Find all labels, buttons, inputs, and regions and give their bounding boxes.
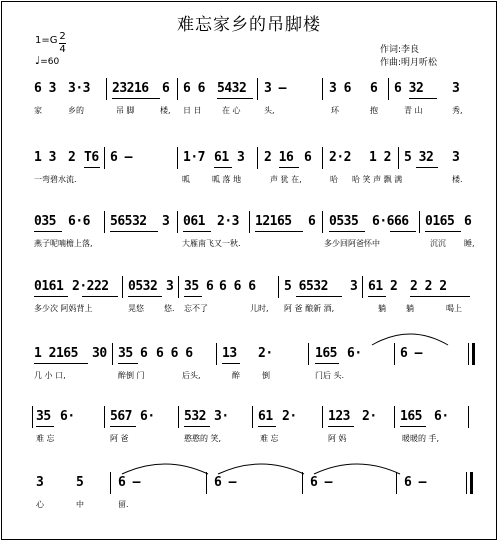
final-bar-line <box>472 343 475 365</box>
lyrics-line <box>32 499 476 511</box>
note-group: 6 6 6 <box>219 279 256 294</box>
note-group: 061 <box>183 214 205 229</box>
note-group: 6 3 <box>34 81 56 96</box>
underline <box>258 426 276 427</box>
note-group: 6 – <box>110 150 132 165</box>
bar-line <box>466 472 467 494</box>
key-signature: 1=G <box>35 35 58 46</box>
underline <box>34 363 88 364</box>
note-group: 6 <box>308 214 316 229</box>
underline <box>110 231 158 232</box>
note-group: 23216 <box>112 81 149 96</box>
note-group: 5 6532 <box>284 279 328 294</box>
bar-line <box>206 472 207 494</box>
bar-line <box>178 406 179 428</box>
note-group: 165 <box>315 346 337 361</box>
lyric: 难 忘 <box>36 434 55 443</box>
note-group: 2· <box>282 409 297 424</box>
notes-line <box>32 472 476 494</box>
lyric: 环 <box>331 106 339 115</box>
lyric: 阿 爸 酿新 酒, <box>284 304 335 313</box>
lyric: 倒 <box>262 371 270 380</box>
note-group: 2· <box>362 409 377 424</box>
bar-line <box>394 343 395 365</box>
lyric: 心 <box>36 500 44 509</box>
note-group: 13 <box>222 346 237 361</box>
note-group: 3 <box>350 279 358 294</box>
bar-line <box>322 406 323 428</box>
note-group: 3 <box>162 214 170 229</box>
bar-line <box>322 211 323 233</box>
note-group: 30 <box>92 346 107 361</box>
score-page <box>1 1 497 540</box>
lyrics-line <box>32 433 476 445</box>
lyric: 几 小 口, <box>34 371 66 380</box>
bar-line <box>177 78 178 100</box>
underline <box>315 363 339 364</box>
note-group: 567 <box>110 409 132 424</box>
note-group: 2 2 2 <box>410 279 447 294</box>
lyric: 抱 <box>370 106 378 115</box>
note-group: 0532 <box>128 279 158 294</box>
underline <box>329 231 365 232</box>
lyric: 乡的 <box>68 106 84 115</box>
lyric: 日 日 <box>183 106 202 115</box>
tempo-mark <box>35 54 59 67</box>
lyric: 留. <box>118 500 129 509</box>
lyric: 楼, <box>160 106 171 115</box>
underline <box>34 231 62 232</box>
lyric: 大雁南飞又一秋. <box>182 239 241 248</box>
bar-line <box>178 276 179 298</box>
underline <box>400 426 426 427</box>
bar-line <box>104 147 105 169</box>
underline <box>34 296 68 297</box>
bar-line <box>257 147 258 169</box>
bar-line <box>122 276 123 298</box>
underline <box>425 231 461 232</box>
note-group: 6 32 <box>394 81 424 96</box>
lyric: 哈 <box>330 175 338 184</box>
notes-line <box>32 211 476 233</box>
note-group: 123 <box>328 409 350 424</box>
note-group: 3· <box>214 409 229 424</box>
note-group: 3 <box>452 81 460 96</box>
underline <box>255 231 303 232</box>
underline <box>214 167 232 168</box>
bar-line <box>104 406 105 428</box>
lyric: 吊 脚 <box>116 106 135 115</box>
lyric: 青 山 <box>404 106 423 115</box>
quarter-note-icon: ♩ <box>35 54 41 67</box>
underline <box>328 426 354 427</box>
note-group: 35 6 <box>184 279 214 294</box>
underline <box>416 167 438 168</box>
underline <box>222 363 240 364</box>
lyric: 中 <box>76 500 84 509</box>
lyric: 一弯碧水流. <box>34 175 77 184</box>
lyric: 后头, <box>182 371 201 380</box>
lyric: 睡, <box>464 239 475 248</box>
bar-line <box>177 211 178 233</box>
lyric: 晃悠 <box>128 304 144 313</box>
note-group: 6 – <box>310 475 332 490</box>
note-group: 6 <box>304 150 312 165</box>
bar-line <box>177 147 178 169</box>
underline <box>217 98 253 99</box>
lyric: 哈 笑 声 飘 满 <box>352 175 403 184</box>
note-group: 6 <box>162 81 170 96</box>
time-signature <box>59 32 66 55</box>
note-group: 3 <box>237 150 245 165</box>
credits <box>380 44 437 70</box>
bar-line <box>419 211 420 233</box>
bar-line <box>308 343 309 365</box>
lyric: 头, <box>264 106 275 115</box>
bar-line <box>278 276 279 298</box>
lyricist-credit: 作词:李良 <box>380 45 420 55</box>
note-group: 6 – <box>118 475 140 490</box>
note-group: 6·666 <box>372 214 409 229</box>
note-group: 2 16 <box>264 150 294 165</box>
underline <box>110 426 136 427</box>
note-group: 2·2 <box>329 150 351 165</box>
bar-line <box>396 472 397 494</box>
bar-line <box>468 406 469 428</box>
note-group: 1 2165 <box>34 346 78 361</box>
meter-bottom: 4 <box>59 44 66 55</box>
note-group: 2· <box>258 346 273 361</box>
bar-line <box>394 406 395 428</box>
note-group: 2 <box>68 150 76 165</box>
lyrics-line <box>32 174 476 186</box>
lyric: 悠. <box>164 304 175 313</box>
note-group: 0161 <box>34 279 64 294</box>
bar-line <box>322 147 323 169</box>
lyric: 门后 头. <box>315 371 345 380</box>
bar-line <box>112 343 113 365</box>
lyrics-line <box>32 105 476 117</box>
notes-line <box>32 276 476 298</box>
lyric: 忘不了 <box>184 304 208 313</box>
note-group: 56532 <box>110 214 147 229</box>
lyric: 楼. <box>452 175 463 184</box>
bar-line <box>110 472 111 494</box>
lyric: 躺 <box>406 304 414 313</box>
lyric: 阿 爸 <box>110 434 129 443</box>
bar-line <box>257 78 258 100</box>
lyric: 躺 <box>378 304 386 313</box>
note-group: 6 – <box>400 346 422 361</box>
bar-line <box>322 78 323 100</box>
underline <box>184 296 202 297</box>
underline <box>368 296 386 297</box>
note-group: 6 <box>464 214 472 229</box>
note-group: 1 3 <box>34 150 56 165</box>
bar-line <box>252 406 253 428</box>
composer-credit: 作曲:明月听松 <box>380 58 438 68</box>
note-group: 3 – <box>264 81 286 96</box>
bar-line <box>302 472 303 494</box>
final-bar-line <box>470 472 473 494</box>
bar-line <box>362 276 363 298</box>
notes-line <box>32 147 476 169</box>
note-group: 6 6 6 <box>156 346 193 361</box>
note-group: 6·6 <box>68 214 90 229</box>
note-group: 6 – <box>404 475 426 490</box>
lyric: 沉沉 <box>430 239 446 248</box>
lyric: 家 <box>34 106 42 115</box>
note-group: 5432 <box>217 81 247 96</box>
bar-line <box>249 211 250 233</box>
underline <box>128 296 162 297</box>
note-group: 6· <box>140 409 155 424</box>
song-title: 难忘家乡的吊脚楼 <box>177 15 321 35</box>
lyric: 呱 <box>182 175 190 184</box>
note-group: 0165 <box>425 214 455 229</box>
note-group: 6 – <box>214 475 236 490</box>
lyric: 阿 妈 <box>328 434 347 443</box>
note-group: 6· <box>347 346 362 361</box>
underline <box>296 296 342 297</box>
lyric: 醉倒 门 <box>118 371 145 380</box>
note-group: 35 6 <box>118 346 148 361</box>
lyrics-line <box>32 238 476 250</box>
lyric: 难 忘 <box>260 434 279 443</box>
note-group: T6 <box>84 150 99 165</box>
underline <box>82 296 118 297</box>
underline <box>112 98 160 99</box>
note-group: 5 32 <box>404 150 434 165</box>
lyric: 儿时, <box>250 304 269 313</box>
lyric: 燕子呢喃檐上落, <box>34 239 93 248</box>
lyric: 多少回阿爸怀中 <box>324 239 380 248</box>
note-group: 2·222 <box>72 279 109 294</box>
lyric: 在 心 <box>222 106 241 115</box>
note-group: 035 <box>34 214 56 229</box>
lyric: 呱 落 地 <box>212 175 242 184</box>
note-group: 6· <box>434 409 449 424</box>
underline <box>183 231 211 232</box>
underline <box>118 363 138 364</box>
bar-line <box>216 343 217 365</box>
bar-line <box>104 211 105 233</box>
notes-line <box>32 78 476 100</box>
lyric: 憨憨的 笑, <box>184 434 222 443</box>
note-group: 61 <box>258 409 273 424</box>
underline <box>184 426 210 427</box>
lyric: 暖暖的 手, <box>402 434 440 443</box>
note-group: 3 <box>452 150 460 165</box>
note-group: 1·7 <box>183 150 205 165</box>
lyric: 秀, <box>452 106 463 115</box>
note-group: 3 <box>36 475 44 490</box>
note-group: 3 6 <box>329 81 351 96</box>
bar-line <box>388 78 389 100</box>
note-group: 3·3 <box>68 81 90 96</box>
lyric: 声 犹 在, <box>270 175 302 184</box>
bar-line <box>32 406 33 428</box>
lyrics-line <box>32 370 476 382</box>
underline <box>84 167 100 168</box>
tempo-value: =60 <box>40 57 60 67</box>
underline <box>390 231 416 232</box>
lyric: 喝上 <box>446 304 462 313</box>
note-group: 1 2 <box>369 150 391 165</box>
note-group: 6· <box>60 409 75 424</box>
lyrics-line <box>32 303 476 315</box>
bar-line <box>106 78 107 100</box>
bar-line <box>398 147 399 169</box>
underline <box>410 296 470 297</box>
note-group: 532 <box>184 409 206 424</box>
notes-line <box>32 406 476 428</box>
notes-line <box>32 343 476 365</box>
note-group: 12165 <box>255 214 292 229</box>
meter-top: 2 <box>59 31 66 42</box>
note-group: 2·3 <box>217 214 239 229</box>
underline <box>279 167 299 168</box>
underline <box>409 98 437 99</box>
note-group: 6 6 <box>183 81 205 96</box>
note-group: 3 <box>166 279 174 294</box>
note-group: 35 <box>36 409 51 424</box>
lyric: 多少次 阿妈背上 <box>34 304 93 313</box>
note-group: 165 <box>400 409 422 424</box>
lyric: 醉 <box>232 371 240 380</box>
note-group: 61 2 <box>368 279 398 294</box>
note-group: 61 <box>214 150 229 165</box>
note-group: 5 <box>76 475 84 490</box>
bar-line <box>468 343 469 365</box>
note-group: 0535 <box>329 214 359 229</box>
note-group: 6 <box>370 81 378 96</box>
underline <box>36 426 54 427</box>
